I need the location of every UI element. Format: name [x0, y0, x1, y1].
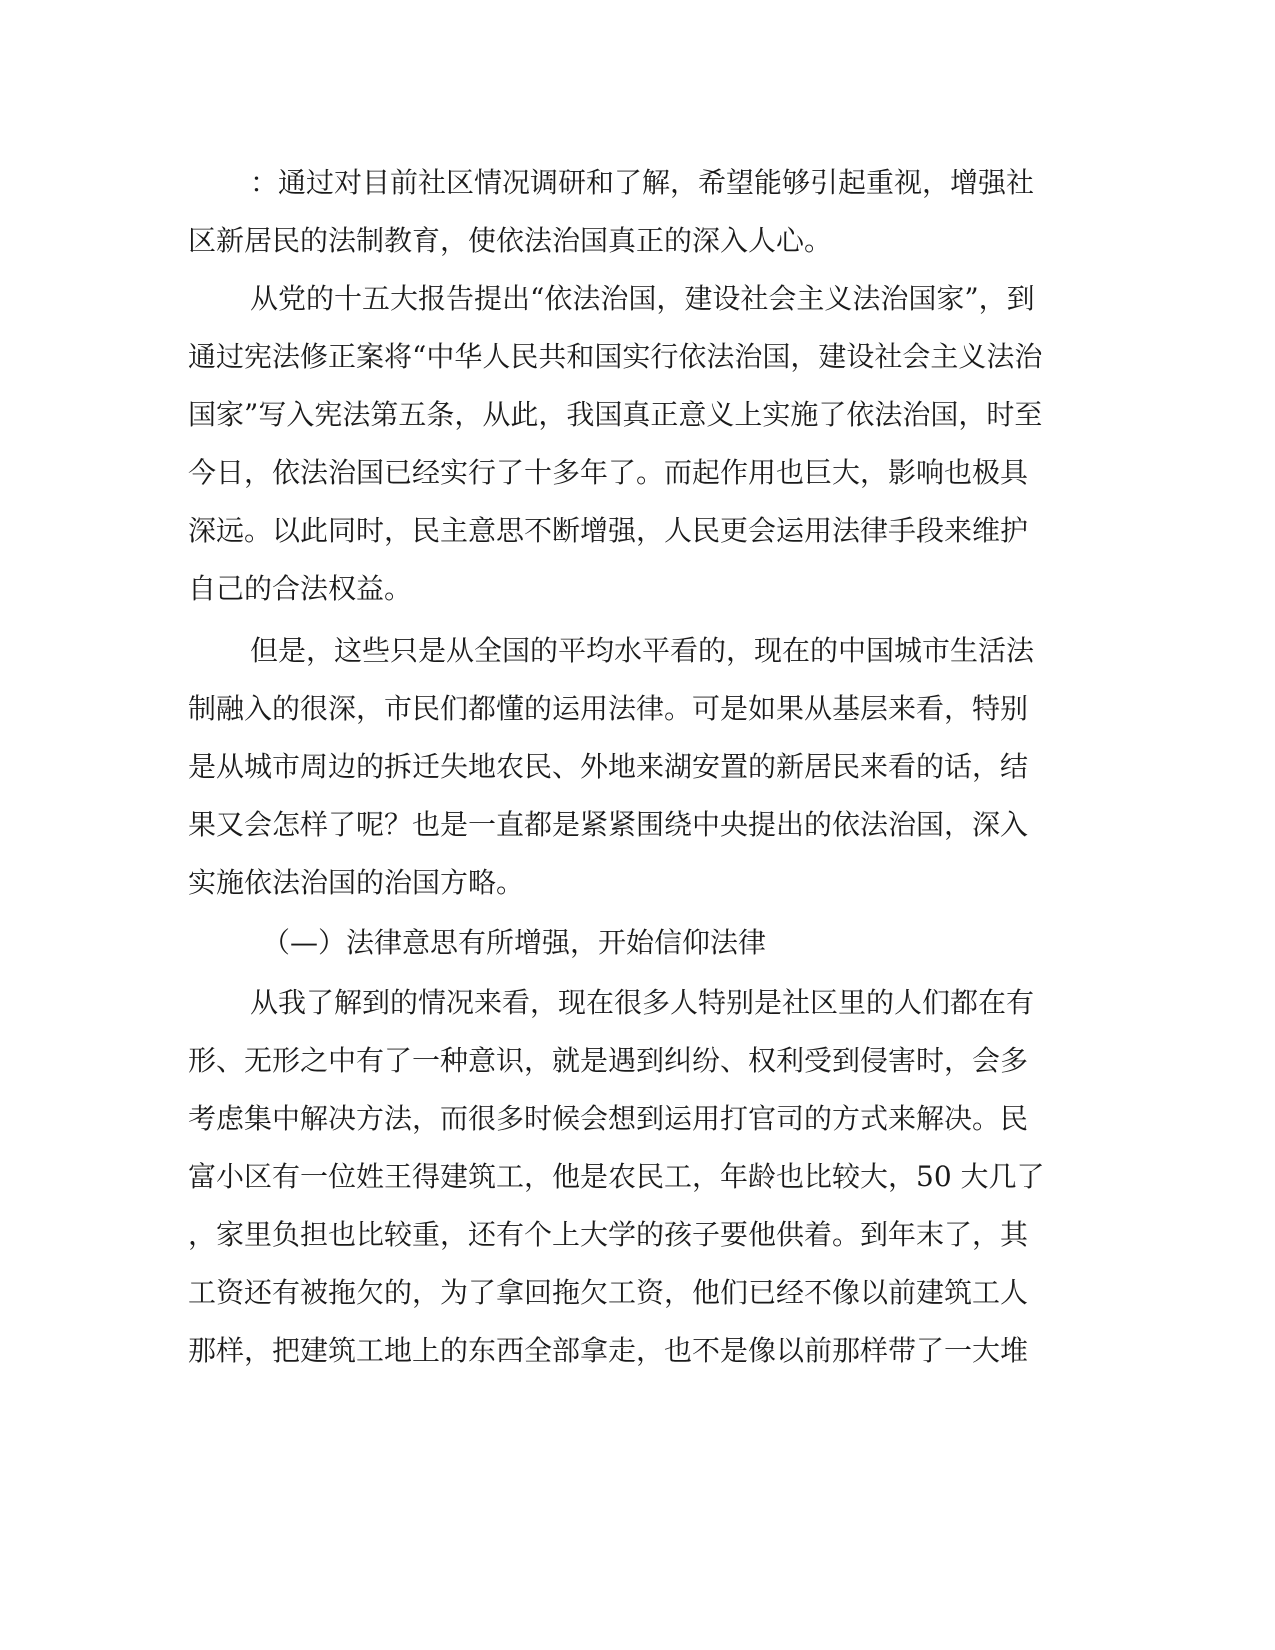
text-line: 富小区有一位姓王得建筑工，他是农民工，年龄也比较大，50 大几了	[188, 1160, 1045, 1193]
text-line: ，家里负担也比较重，还有个上大学的孩子要他供着。到年末了，其	[188, 1218, 1029, 1251]
text-line: 考虑集中解决方法，而很多时候会想到运用打官司的方式来解决。民	[188, 1102, 1029, 1135]
text-line: 那样，把建筑工地上的东西全部拿走，也不是像以前那样带了一大堆	[188, 1334, 1029, 1367]
text-line: 深远。以此同时，民主意思不断增强，人民更会运用法律手段来维护	[188, 514, 1029, 547]
text-line: 实施依法治国的治国方略。	[188, 866, 525, 899]
text-line: 是从城市周边的拆迁失地农民、外地来湖安置的新居民来看的话，结	[188, 750, 1029, 783]
text-line: 今日，依法治国已经实行了十多年了。而起作用也巨大，影响也极具	[188, 456, 1029, 489]
text-line: 自己的合法权益。	[188, 572, 413, 605]
text-line: 通过宪法修正案将“中华人民共和国实行依法治国，建设社会主义法治	[188, 340, 1043, 373]
text-line: 从我了解到的情况来看，现在很多人特别是社区里的人们都在有	[250, 986, 1035, 1019]
text-line: 从党的十五大报告提出“依法治国，建设社会主义法治国家”，到	[250, 282, 1035, 315]
text-line: 但是，这些只是从全国的平均水平看的，现在的中国城市生活法	[250, 634, 1035, 667]
text-line: 工资还有被拖欠的，为了拿回拖欠工资，他们已经不像以前建筑工人	[188, 1276, 1029, 1309]
text-line: 制融入的很深，市民们都懂的运用法律。可是如果从基层来看，特别	[188, 692, 1029, 725]
text-line: 果又会怎样了呢？也是一直都是紧紧围绕中央提出的依法治国，深入	[188, 808, 1029, 841]
text-line: 形、无形之中有了一种意识，就是遇到纠纷、权利受到侵害时，会多	[188, 1044, 1029, 1077]
text-line: 区新居民的法制教育，使依法治国真正的深入人心。	[188, 224, 833, 257]
text-line: ：通过对目前社区情况调研和了解，希望能够引起重视，增强社	[250, 166, 1035, 199]
section-heading: （—）法律意思有所增强，开始信仰法律	[262, 926, 767, 959]
text-line: 国家”写入宪法第五条，从此，我国真正意义上实施了依法治国，时至	[188, 398, 1043, 431]
